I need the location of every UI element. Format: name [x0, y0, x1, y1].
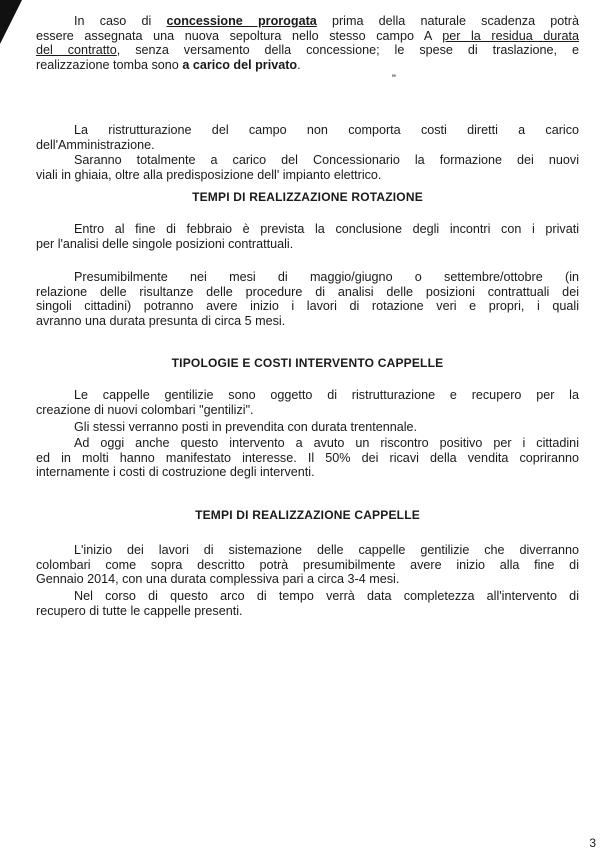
text-line: Nel corso di questo arco di tempo verrà data completezza all'intervento di: [74, 589, 579, 603]
text-line: Ad oggi anche questo intervento a avuto un riscontro positivo per i cittadini: [74, 436, 579, 450]
paragraph-ristrutturazione: [36, 123, 579, 152]
text-line: Le cappelle gentilizie sono oggetto di ristrutturazione e recupero per la: [74, 388, 579, 402]
text-line: recupero di tutte le cappelle presenti.: [36, 603, 243, 618]
paragraph-riscontro: [36, 436, 579, 480]
underlined-residua-durata: per la residua durata: [442, 28, 579, 43]
text-line: Gennaio 2014, con una durata complessiva pari a circa 3-4 mesi.: [36, 572, 400, 587]
text-fragment: realizzazione tomba sono: [36, 57, 183, 72]
text-fragment: essere assegnata una nuova sepoltura nello stesso campo A: [36, 28, 443, 43]
heading-tipologie-cappelle: TIPOLOGIE E COSTI INTERVENTO CAPPELLE: [171, 356, 444, 370]
text-line: Saranno totalmente a carico del Concessionario la formazione dei nuovi: [74, 153, 579, 167]
paragraph-concessionario: [36, 153, 579, 182]
text-fragment: prima della naturale scadenza potrà: [316, 14, 579, 28]
text-line: internamente i costi di costruzione degli interventi.: [36, 465, 315, 480]
text-line: avranno una durata presunta di circa 5 mesi.: [36, 313, 286, 328]
text-line: viali in ghiaia, oltre alla predisposizione dell' impianto elettrico.: [36, 167, 382, 182]
text-line: creazione di nuovi colombari "gentilizi".: [36, 402, 254, 417]
paragraph-febbraio: [36, 222, 579, 251]
text-line: Entro al fine di febbraio è prevista la conclusione degli incontri con i privati: [74, 222, 579, 236]
heading-tempi-cappelle: TEMPI DI REALIZZAZIONE CAPPELLE: [195, 508, 420, 522]
paragraph-concessione-prorogata: [36, 14, 579, 72]
text-fragment: .: [297, 57, 301, 72]
text-line: Gli stessi verranno posti in prevendita con durata trentennale.: [74, 420, 418, 434]
text-line: [36, 43, 579, 58]
text-line: [36, 29, 579, 44]
text-line: L'inizio dei lavori di sistemazione delle cappelle gentilizie che diverranno: [74, 543, 579, 557]
text-line: ed in molti hanno manifestato interesse. Il 50% dei ricavi della vendita copriranno: [36, 450, 579, 465]
text-line: La ristrutturazione del campo non comporta costi diretti a carico: [74, 123, 579, 137]
stray-mark: ": [392, 73, 396, 85]
text-line: relazione delle risultanze delle procedure di analisi delle posizioni contrattuali dei: [36, 284, 579, 299]
text-fragment: In caso di: [74, 14, 167, 28]
text-line: singoli cittadini) potranno avere inizio i lavori di rotazione veri e propri, i quali: [36, 299, 579, 314]
text-line: colombari come sopra descritto potrà presumibilmente avere inizio alla fine di: [36, 557, 579, 572]
scan-corner-mark: [0, 0, 22, 44]
emphasis-concessione-prorogata: concessione prorogata: [166, 14, 317, 28]
text-line: per l'analisi delle singole posizioni contrattuali.: [36, 236, 294, 251]
text-fragment: , senza versamento della concessione; le spese di traslazione, e: [116, 43, 579, 58]
page-number: 3: [589, 836, 596, 850]
paragraph-inizio-lavori: [36, 543, 579, 587]
emphasis-carico-privato: a carico del privato: [182, 57, 298, 72]
paragraph-prevendita: [36, 420, 579, 435]
text-line: [36, 58, 579, 73]
underlined-del-contratto: del contratto: [36, 43, 117, 58]
paragraph-presumibilmente: [36, 270, 579, 328]
paragraph-cappelle-gentilizie: [36, 388, 579, 417]
text-line: [36, 14, 579, 29]
heading-tempi-rotazione: TEMPI DI REALIZZAZIONE ROTAZIONE: [192, 190, 423, 204]
paragraph-completezza: [36, 589, 579, 618]
text-line: dell'Amministrazione.: [36, 137, 155, 152]
text-line: Presumibilmente nei mesi di maggio/giugno o settembre/ottobre (in: [74, 270, 579, 284]
